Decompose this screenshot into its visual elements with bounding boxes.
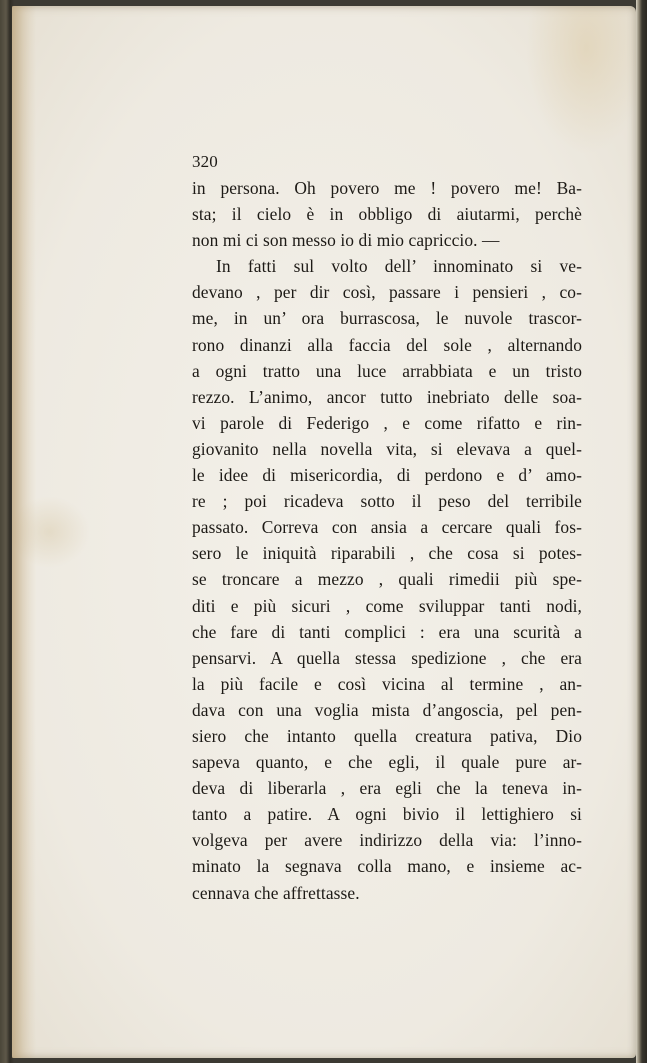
text-line: cennava che affrettasse.: [192, 882, 360, 903]
text-line: me, in un’ ora burrascosa, le nuvole trascor-: [192, 308, 582, 329]
text-line: a ogni tratto una luce arrabbiata e un tristo: [192, 360, 582, 381]
text-line: le idee di misericordia, di perdono e d’ amo-: [192, 465, 582, 486]
page-text-block: [192, 149, 582, 906]
text-line: dava con una voglia mista d’angoscia, pel pen-: [192, 699, 582, 720]
text-line: se troncare a mezzo , quali rimedii più spe-: [192, 569, 582, 590]
text-line: pensarvi. A quella stessa spedizione , che era: [192, 647, 582, 668]
text-line: volgeva per avere indirizzo della via: l’inno-: [192, 830, 582, 851]
text-line: re ; poi ricadeva sotto il peso del terribile: [192, 491, 582, 512]
text-line: minato la segnava colla mano, e insieme ac-: [192, 856, 582, 877]
text-line: rono dinanzi alla faccia del sole , alternando: [192, 334, 582, 355]
book-page: [12, 6, 636, 1058]
book-edge-shadow: [636, 0, 647, 1063]
text-line: sapeva quanto, e che egli, il quale pure ar-: [192, 752, 582, 773]
text-line: In fatti sul volto dell’ innominato si ve-: [216, 256, 582, 277]
text-line: tanto a patire. A ogni bivio il lettighiero si: [192, 804, 582, 825]
text-line: rezzo. L’animo, ancor tutto inebriato delle soa-: [192, 386, 582, 407]
text-line: vi parole di Federigo , e come rifatto e rin-: [192, 412, 582, 433]
text-line: giovanito nella novella vita, si elevava a quel-: [192, 438, 582, 459]
text-line: siero che intanto quella creatura pativa, Dio: [192, 725, 582, 746]
text-line: sta; il cielo è in obbligo di aiutarmi, perchè: [192, 204, 582, 225]
text-line: sero le iniquità riparabili , che cosa si potes-: [192, 543, 582, 564]
text-line: passato. Correva con ansia a cercare quali fos-: [192, 517, 582, 538]
text-line: devano , per dir così, passare i pensieri , co-: [192, 282, 582, 303]
text-line: la più facile e così vicina al termine , an-: [192, 673, 582, 694]
text-line: deva di liberarla , era egli che la teneva in-: [192, 778, 582, 799]
text-line: diti e più sicuri , come sviluppar tanti nodi,: [192, 595, 582, 616]
text-line: che fare di tanti complici : era una scurità a: [192, 621, 582, 642]
text-line: non mi ci son messo io di mio capriccio. —: [192, 230, 500, 251]
page-number: 320: [192, 152, 218, 171]
text-line: in persona. Oh povero me ! povero me! Ba-: [192, 178, 582, 198]
